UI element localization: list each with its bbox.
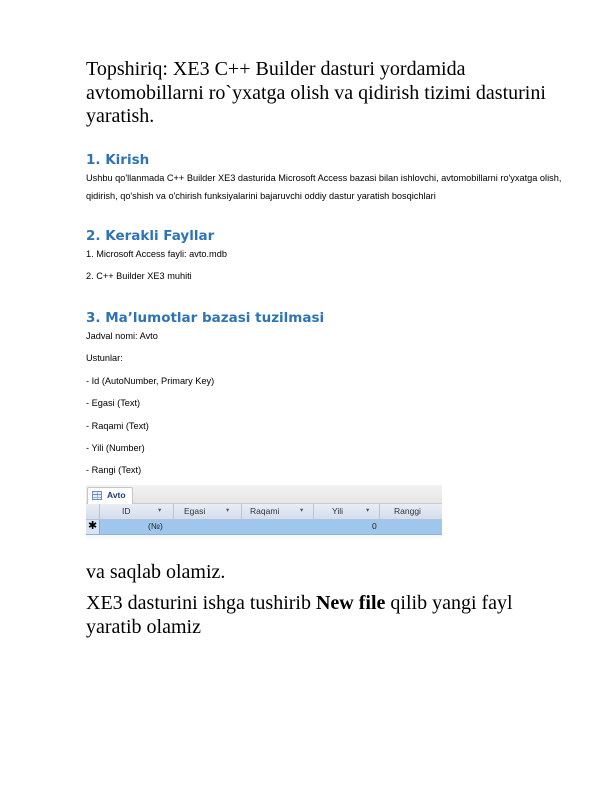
cell-id: (№) [148, 521, 163, 531]
section-heading-malumotlar-bazasi: 3. Ma’lumotlar bazasi tuzilmasi [86, 310, 325, 326]
chevron-down-icon: ▾ [300, 506, 304, 514]
column-header-label: Yili [332, 506, 344, 516]
access-column-header [86, 504, 442, 520]
chevron-down-icon: ▾ [366, 506, 370, 514]
chevron-down-icon: ▾ [158, 506, 162, 514]
columns-label: Ustunlar: [86, 353, 123, 363]
section-paragraph-kirish: Ushbu qo'llanmada C++ Builder XE3 dasturida Microsoft Access bazasi bilan ishlovchi, avtomobillarni ro'yxatga olish, qidirish, qo'shish va o'chirish funksiyalarini bajaruvchi oddiy dastur yaratish bosqichlari [86, 173, 562, 201]
column-header-label: Raqami [250, 506, 280, 516]
file-list-item: 1. Microsoft Access fayli: avto.mdb [86, 249, 227, 259]
column-item: - Yili (Number) [86, 443, 145, 453]
file-list-item: 2. C++ Builder XE3 muhiti [86, 271, 192, 281]
access-table-tab [87, 487, 133, 504]
section-heading-kirish: 1. Kirish [86, 152, 150, 168]
column-item: - Raqami (Text) [86, 421, 149, 431]
column-header-yili [314, 504, 380, 519]
document-title: Topshiriq: XE3 C++ Builder dasturi yordamida avtomobillarni ro`yxatga olish va qidirish tizimi dasturini yaratish. [86, 58, 546, 127]
column-item: - Rangi (Text) [86, 465, 142, 475]
header-selector-cell [86, 504, 100, 519]
chevron-down-icon: ▾ [226, 506, 230, 514]
column-header-label: Ranggi [394, 506, 421, 516]
table-bottom-edge [86, 535, 442, 541]
column-header-label: ID [122, 506, 131, 516]
table-row [86, 520, 442, 535]
instruction-new-file-text [86, 592, 556, 639]
instruction-save-text: va saqlab olamiz. [86, 561, 226, 583]
access-table-screenshot [86, 485, 442, 541]
access-tab-bar [86, 485, 442, 504]
table-name-line: Jadval nomi: Avto [86, 331, 158, 341]
column-item: - Egasi (Text) [86, 398, 141, 408]
column-header-raqami [242, 504, 314, 519]
access-tab-label: Avto [107, 490, 126, 500]
column-header-label: Egasi [184, 506, 206, 516]
column-header-egasi [174, 504, 242, 519]
instruction-text-part: qilib yangi fayl yaratib olamiz [86, 592, 513, 638]
table-icon [92, 491, 102, 500]
cell-yili: 0 [372, 521, 377, 531]
new-record-icon: ✱ [88, 519, 98, 532]
instruction-text-part: XE3 dasturini ishga tushirib [86, 592, 316, 614]
section-heading-kerakli-fayllar: 2. Kerakli Fayllar [86, 228, 215, 244]
column-item: - Id (AutoNumber, Primary Key) [86, 376, 215, 386]
row-selector [86, 520, 100, 534]
column-header-ranggi [380, 504, 442, 519]
column-header-id [100, 504, 174, 519]
new-file-keyword: New file [315, 592, 386, 614]
